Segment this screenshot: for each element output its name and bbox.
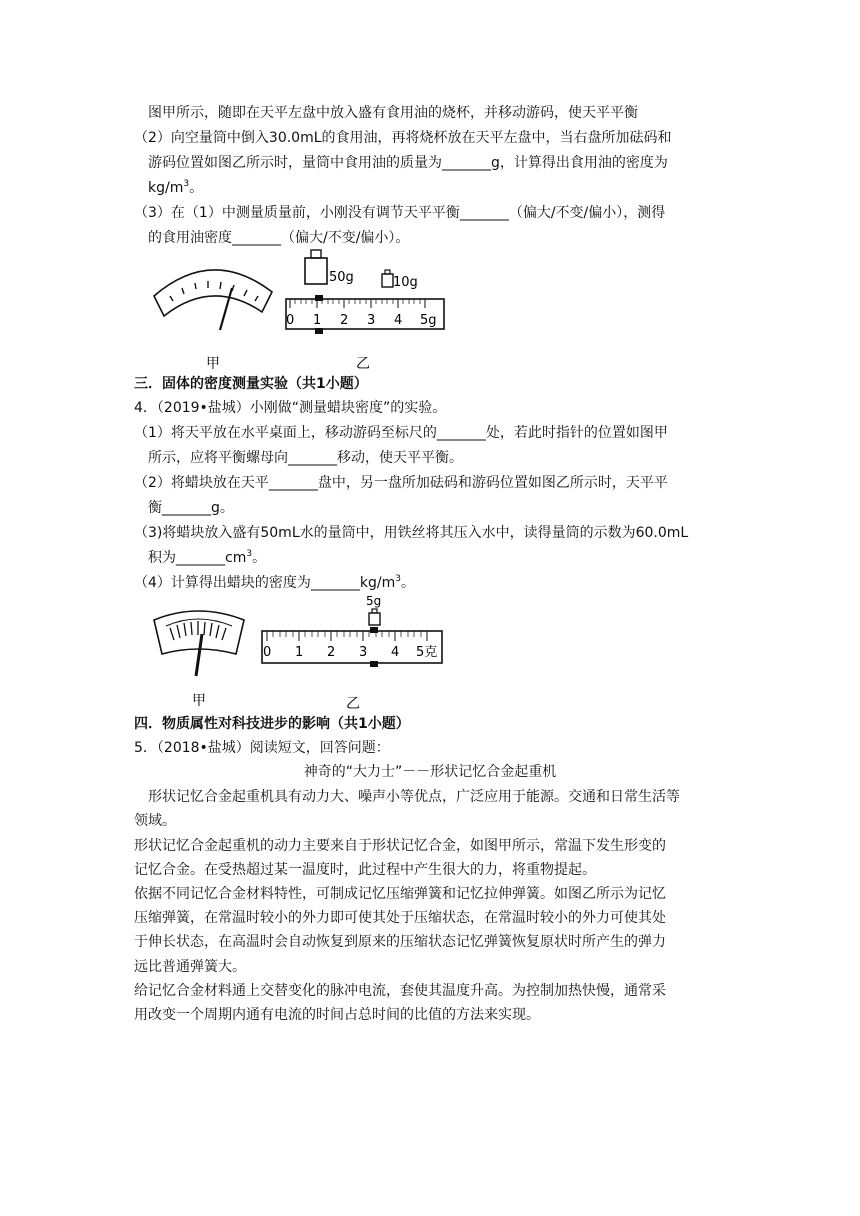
tick-label: 0 bbox=[286, 313, 295, 328]
q3-part2-line3 bbox=[148, 178, 203, 198]
tick-label: 3 bbox=[367, 313, 376, 328]
weight-5g-icon bbox=[369, 609, 380, 625]
rider-scale-ruler bbox=[286, 295, 444, 334]
q4-figure bbox=[146, 592, 456, 714]
tick-label: 5g bbox=[420, 313, 437, 328]
tick-label: 5克 bbox=[416, 645, 438, 660]
rider-top bbox=[370, 627, 378, 633]
q4-part1-line2: 所示，应将平衡螺母向_______移动，使天平平衡。 bbox=[148, 450, 463, 466]
pointer-needle bbox=[196, 634, 202, 676]
article-title: 神奇的“大力士”－－形状记忆合金起重机 bbox=[303, 764, 557, 780]
punct: 。 bbox=[189, 180, 204, 196]
q5-stem: 5．（2018•盐城）阅读短文，回答问题： bbox=[134, 740, 390, 756]
tick-label: 4 bbox=[391, 645, 400, 660]
q4-part2-line1: （2）将蜡块放在天平_______盘中，另一盘所加砝码和游码位置如图乙所示时，天平平 bbox=[134, 475, 668, 491]
figure-label-yi: 乙 bbox=[356, 356, 370, 372]
balance-pointer-dial bbox=[154, 270, 272, 330]
q3-part3-line1: （3）在（1）中测量质量前，小刚没有调节天平平衡_______（偏大/不变/偏小），测得 bbox=[134, 205, 666, 221]
q4-part1-line1: （1）将天平放在水平桌面上，移动游码至标尺的_______处，若此时指针的位置如图甲 bbox=[134, 425, 668, 441]
article-paragraph: 形状记忆合金起重机的动力主要来自于形状记忆合金，如图甲所示，常温下发生形变的 bbox=[134, 838, 666, 854]
rider-top bbox=[315, 295, 323, 301]
tick-label: 1 bbox=[295, 645, 304, 660]
article-paragraph: 压缩弹簧，在常温时较小的外力即可使其处于压缩状态，在常温时较小的外力可使其处 bbox=[134, 910, 666, 926]
unit-text: kg/m bbox=[148, 180, 184, 196]
tick-label: 2 bbox=[340, 313, 349, 328]
superscript: 3 bbox=[246, 549, 253, 559]
pointer-needle bbox=[220, 288, 232, 330]
superscript: 3 bbox=[395, 574, 401, 584]
weight-5g-label: 5g bbox=[366, 594, 382, 608]
q4-part4-text: （4）计算得出蜡块的密度为_______kg/m bbox=[134, 575, 396, 591]
figure-label-jia: 甲 bbox=[192, 693, 206, 709]
rider-bottom bbox=[370, 661, 378, 667]
q4-part4 bbox=[134, 573, 415, 593]
rider-bottom bbox=[315, 328, 323, 334]
article-paragraph: 用改变一个周期内通有电流的时间占总时间的比值的方法来实现。 bbox=[134, 1007, 540, 1023]
punct: 。 bbox=[401, 575, 415, 591]
q4-part3-text: 积为_______cm bbox=[148, 550, 247, 566]
q3-text-line: 图甲所示，随即在天平左盘中放入盛有食用油的烧杯，并移动游码，使天平平衡 bbox=[148, 105, 638, 121]
superscript: 3 bbox=[183, 179, 190, 189]
q3-part3-line2: 的食用油密度_______（偏大/不变/偏小）。 bbox=[148, 230, 410, 246]
q4-part3-line2 bbox=[148, 548, 266, 568]
tick-label: 0 bbox=[263, 645, 272, 660]
rider-scale-ruler bbox=[262, 627, 442, 667]
tick-label: 3 bbox=[359, 645, 368, 660]
q4-stem: 4．（2019•盐城）小刚做“测量蜡块密度”的实验。 bbox=[134, 400, 447, 416]
balance-pointer-dial bbox=[154, 611, 244, 676]
figure-label-yi: 乙 bbox=[346, 696, 360, 712]
tick-label: 2 bbox=[327, 645, 336, 660]
figure-label-jia: 甲 bbox=[206, 356, 220, 372]
article-paragraph: 给记忆合金材料通上交替变化的脉冲电流，套使其温度升高。为控制加热快慢，通常采 bbox=[134, 983, 666, 999]
q3-part2-line1: （2）向空量筒中倒入30.0mL的食用油，再将烧杯放在天平左盘中，当右盘所加砝码和 bbox=[134, 130, 672, 146]
weight-10g-icon bbox=[382, 270, 393, 287]
article-paragraph: 形状记忆合金起重机具有动力大、噪声小等优点，广泛应用于能源。交通和日常生活等 bbox=[148, 789, 680, 805]
tick-label: 1 bbox=[313, 313, 322, 328]
weight-50g-label: 50g bbox=[329, 270, 354, 285]
punct: 。 bbox=[252, 550, 267, 566]
section-heading: 四．物质属性对科技进步的影响（共1小题） bbox=[134, 716, 410, 732]
q4-part2-line2: 衡_______g。 bbox=[148, 500, 234, 516]
q3-figure bbox=[140, 248, 460, 373]
tick-label: 4 bbox=[394, 313, 403, 328]
article-paragraph: 领域。 bbox=[134, 813, 176, 829]
q3-part2-line2: 游码位置如图乙所示时，量筒中食用油的质量为_______g，计算得出食用油的密度为 bbox=[148, 155, 668, 171]
q4-part3-line1: （3)将蜡块放入盛有50mL水的量筒中，用铁丝将其压入水中，读得量筒的示数为60.0mL bbox=[134, 525, 689, 541]
article-paragraph: 远比普通弹簧大。 bbox=[134, 959, 246, 975]
weight-10g-label: 10g bbox=[393, 275, 418, 290]
weight-50g-icon bbox=[305, 250, 327, 284]
section-heading: 三．固体的密度测量实验（共1小题） bbox=[134, 376, 368, 392]
article-paragraph: 于伸长状态，在高温时会自动恢复到原来的压缩状态记忆弹簧恢复原状时所产生的弹力 bbox=[134, 934, 666, 950]
article-paragraph: 依据不同记忆合金材料特性，可制成记忆压缩弹簧和记忆拉伸弹簧。如图乙所示为记忆 bbox=[134, 886, 666, 902]
article-paragraph: 记忆合金。在受热超过某一温度时，此过程中产生很大的力，将重物提起。 bbox=[134, 862, 596, 878]
